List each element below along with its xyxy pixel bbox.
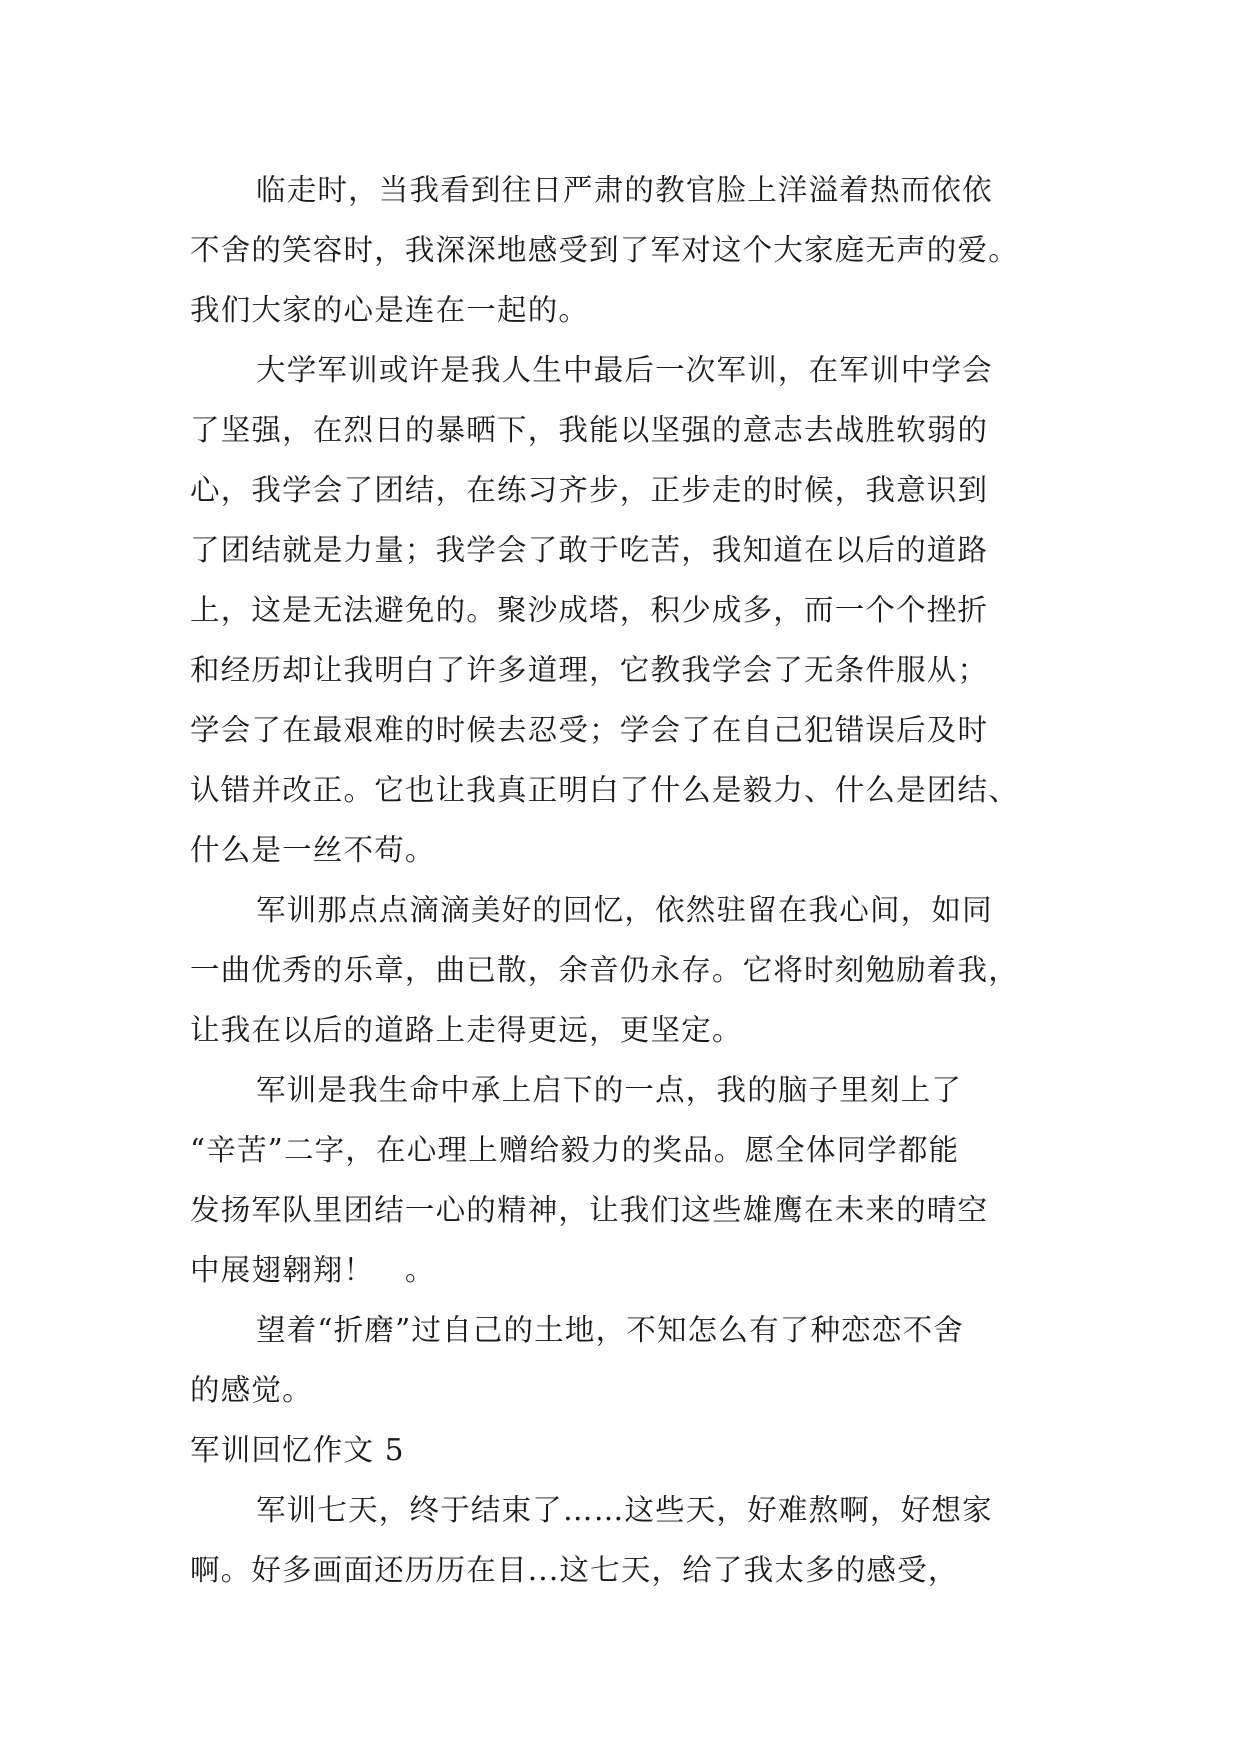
text-line: 了坚强，在烈日的暴晒下，我能以坚强的意志去战胜软弱的 [190,413,989,447]
text-line: 一曲优秀的乐章，曲已散，余音仍永存。它将时刻勉励着我， [190,953,1019,987]
text-line: “辛苦”二字，在心理上赠给毅力的奖品。愿全体同学都能 [190,1133,960,1167]
text-line: 军训七天，终于结束了……这些天，好难熬啊，好想家 [256,1493,993,1527]
text-line: 我们大家的心是连在一起的。 [190,293,590,327]
text-line: 了团结就是力量；我学会了敢于吃苦，我知道在以后的道路 [190,533,989,567]
document-body [190,160,1070,1600]
paragraph-farewell [190,160,1070,340]
text-line: 大学军训或许是我人生中最后一次军训，在军训中学会 [256,353,993,387]
text-line: 不舍的笑容时，我深深地感受到了军对这个大家庭无声的爱。 [190,233,1019,267]
text-line: 认错并改正。它也让我真正明白了什么是毅力、什么是团结、 [190,773,1019,807]
text-line: 的感觉。 [190,1373,313,1407]
text-line: 望着“折磨”过自己的土地，不知怎么有了种恋恋不舍 [256,1313,964,1347]
paragraph-lessons [190,340,1070,880]
paragraph-land [190,1300,1070,1420]
paragraph-seven-days [190,1480,1070,1600]
text-line: 上，这是无法避免的。聚沙成塔，积少成多，而一个个挫折 [190,593,989,627]
text-line: 军训是我生命中承上启下的一点，我的脑子里刻上了 [256,1073,963,1107]
text-line: 什么是一丝不苟。 [190,833,436,867]
paragraph-milestone [190,1060,1070,1300]
text-line: 让我在以后的道路上走得更远，更坚定。 [190,1013,743,1047]
text-line: 中展翅翱翔！ 。 [190,1253,436,1287]
text-line: 心，我学会了团结，在练习齐步，正步走的时候，我意识到 [190,473,989,507]
paragraph-memories [190,880,1070,1060]
text-line: 和经历却让我明白了许多道理，它教我学会了无条件服从； [190,653,989,687]
text-line: 啊。好多画面还历历在目...这七天，给了我太多的感受， [190,1553,959,1587]
text-line: 学会了在最艰难的时候去忍受；学会了在自己犯错误后及时 [190,713,989,747]
section-heading: 军训回忆作文 5 [190,1433,405,1467]
text-line: 临走时，当我看到往日严肃的教官脸上洋溢着热而依依 [256,173,993,207]
text-line: 军训那点点滴滴美好的回忆，依然驻留在我心间，如同 [256,893,993,927]
text-line: 发扬军队里团结一心的精神，让我们这些雄鹰在未来的晴空 [190,1193,989,1227]
